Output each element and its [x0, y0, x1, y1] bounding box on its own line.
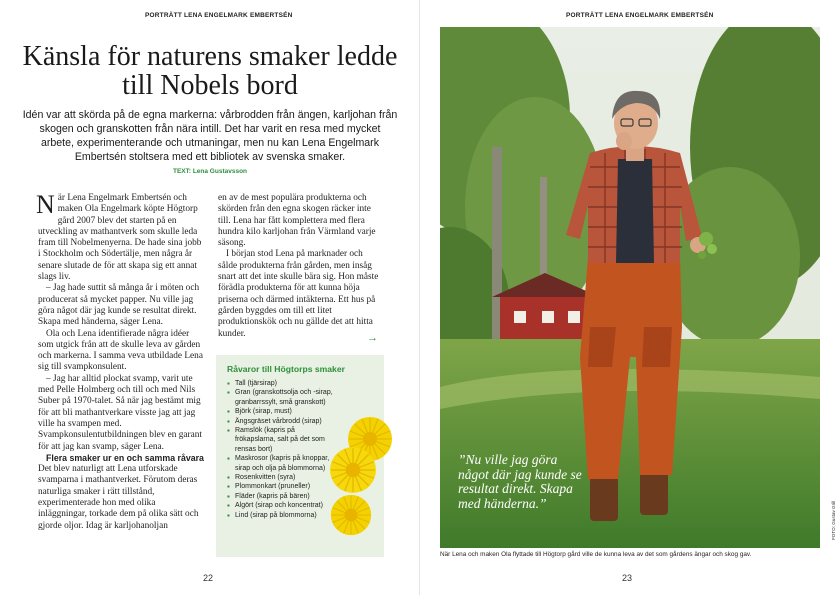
photo-credit: FOTO: Gustav Grill: [831, 500, 836, 540]
paragraph: I början stod Lena på marknader och sålde produkterna från gården, men insåg snart att det inte skulle bära sig. Hon måste förädla produkterna för att kunna höja priserna och därmed intäkterna. Ett hus på gården byggdes om till ett litet produktionskök och nu gällde det att hitta kunder.: [218, 249, 379, 339]
subheading: Flera smaker ur en och samma råvara: [46, 452, 204, 463]
paragraph: – Jag hade suttit så många år i möten och producerat så mycket papper. Nu ville jag göra något där jag kunde se resultat direkt. Skapa med händerna, säger Lena.: [38, 283, 200, 328]
list-item: ▪ Ramslök (kapris på frökapslarna, salt på det som rensas bort): [227, 426, 337, 454]
ingredients-list: [227, 379, 337, 520]
paragraph-text: är Lena Engelmark Embertsén och maken Ola Engelmark köpte Högtorp gård 2007 blev det starten på en utveckling av mathantverk som skulle leda fram till Nobelmenyerna. De hade sina jobb i Stockholm och Södertälje, men några år senare slutade de för att skapa sig ett annat slags liv.: [38, 193, 202, 283]
paragraph: – Jag har alltid plockat svamp, varit ute med Pelle Holmberg och till och med Nils Suber på 1970-talet. Så när jag bestämt mig för att bli mathantverkare visste jag att jag ville ha svampen med. Svampkonsulentutbildningen blev en garant för att jag kan svamp, säger Lena.: [38, 373, 202, 452]
photo-caption: När Lena och maken Ola flyttade till Högtorp gård ville de kunna leva av det som gårdens ängar och skog gav.: [440, 551, 752, 558]
pull-quote: ”Nu ville jag göra något där jag kunde se resultat direkt. Skapa med händerna.”: [458, 452, 582, 511]
ingredients-factbox: [216, 355, 384, 557]
portrait-photo: [440, 27, 820, 548]
continue-arrow-icon: →: [367, 332, 378, 344]
running-head: PORTRÄTT LENA ENGELMARK EMBERTSÉN: [145, 12, 293, 19]
factbox-heading: Råvaror till Högtorps smaker: [227, 364, 345, 374]
byline: TEXT: Lena Gustavsson: [172, 168, 248, 175]
list-item: ▪ Lind (sirap på blommorna): [227, 511, 337, 520]
list-item: ▪ Fläder (kapris på bären): [227, 492, 337, 501]
list-item: ▪ Plommonkart (pruneller): [227, 482, 337, 491]
list-item: ▪ Rosenkvitten (syra): [227, 473, 337, 482]
paragraph: Det blev naturligt att Lena utforskade svamparna i mathantverket. Förutom deras naturliga smaker i rätt tillstånd, experimenterade hon med olika inläggningar, torkade dem på olika sätt och gjorde oljor. Idag är karljohanoljan: [38, 464, 199, 531]
paragraph: [36, 190, 204, 283]
paragraph: en av de mest populära produkterna och skörden från den egna skogen räcker inte till. Lena har fått komplettera med flera hundra kilo karljohan från Värmland varje säsong.: [218, 193, 376, 249]
article-title: Känsla för naturens smaker ledde till Nobels bord: [22, 41, 398, 101]
list-item: ▪ Ängsgräset vårbrodd (sirap): [227, 417, 337, 426]
text-column-2: [218, 193, 382, 340]
list-item: ▪ Gran (granskottsolja och -sirap, granbarrssylt, små granskott): [227, 388, 337, 407]
dandelion-flower-icon: [328, 445, 378, 495]
paragraph: Ola och Lena identifierade några idéer som utgick från att de skulle leva av gården och markerna. I samma veva utbildade Lena sig till svampkonsulent.: [38, 328, 203, 373]
list-item: ▪ Algört (sirap och koncentrat): [227, 501, 337, 510]
list-item: ▪ Maskrosor (kapris på knoppar, sirap och olja på blommorna): [227, 454, 337, 473]
list-item: ▪ Björk (sirap, must): [227, 407, 337, 416]
text-column-1: [36, 190, 204, 532]
running-head: PORTRÄTT LENA ENGELMARK EMBERTSÉN: [566, 12, 714, 19]
list-item: ▪ Tall (tjärsirap): [227, 379, 337, 388]
article-lead: Idén var att skörda på de egna markerna: vårbrodden från ängen, karljohan från skogen och granskotten från nära intill. Det har varit en resa med mycket arbete, experimenterande och utmaningar, men nu kan Lena Engelmark Embertsén stoltsera med ett bibliotek av svenska smaker.: [22, 109, 398, 163]
page-number: 22: [203, 573, 214, 583]
drop-cap: N: [36, 190, 55, 219]
dandelion-flower-icon: [329, 493, 373, 537]
right-page: [420, 0, 839, 595]
page-number: 23: [622, 573, 633, 583]
